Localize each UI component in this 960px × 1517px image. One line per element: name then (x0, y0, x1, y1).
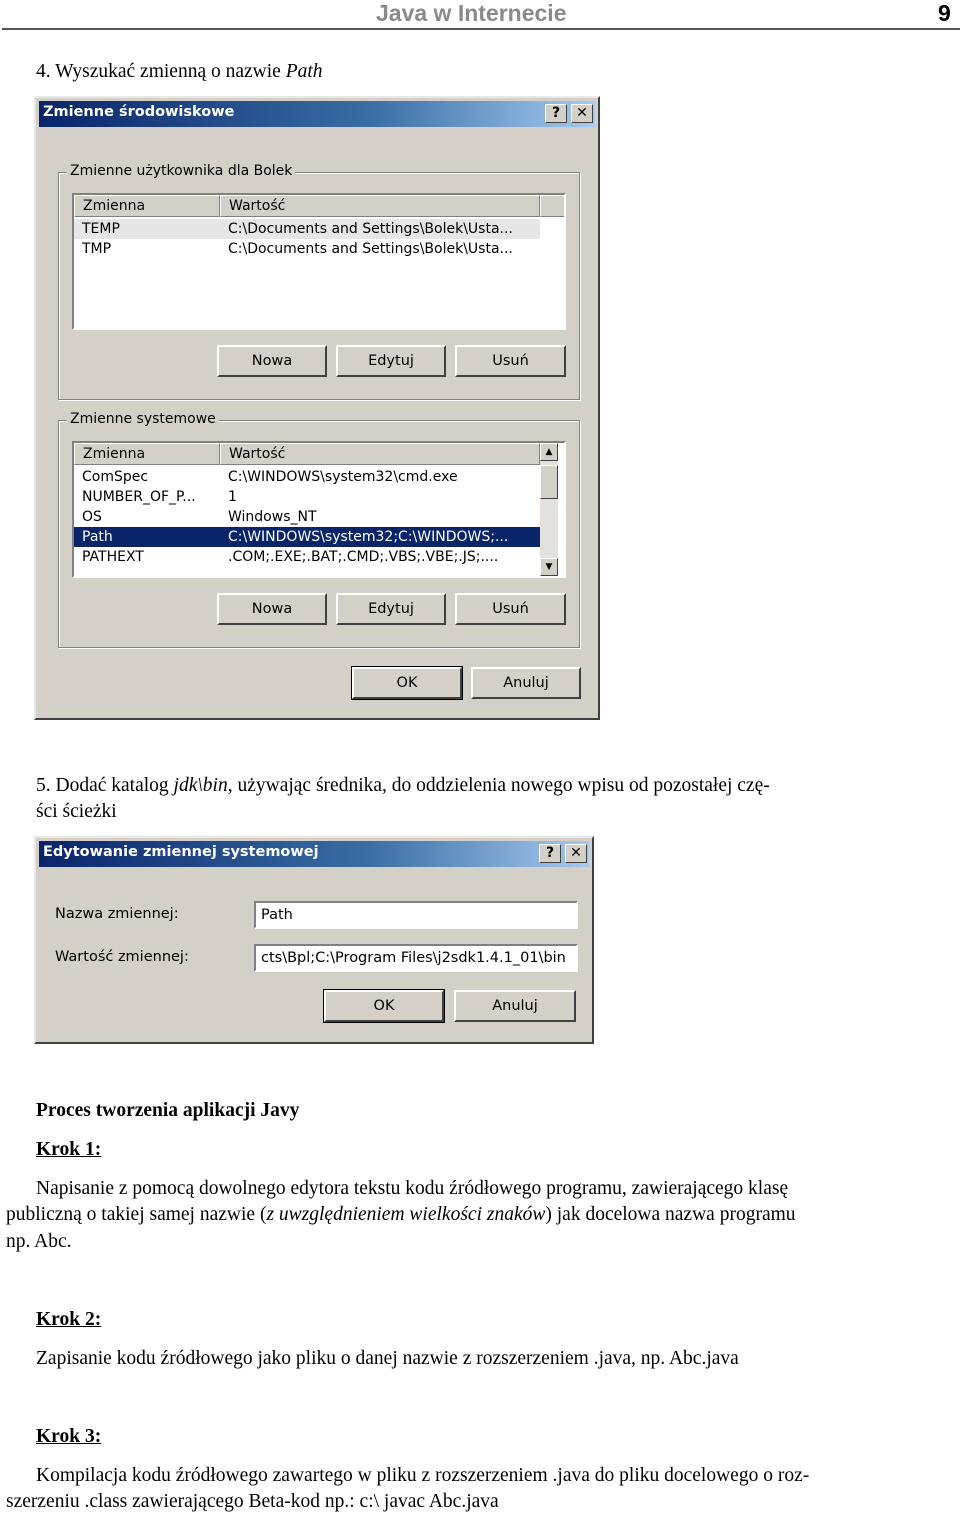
variable-value-label: Wartość zmiennej: (55, 949, 189, 965)
step2-label: Krok 2: (36, 1309, 102, 1330)
step1-label: Krok 1: (36, 1139, 102, 1160)
env-vars-dialog (34, 96, 600, 720)
step1-line2: publiczną o takiej samej nazwie (z uwzględnieniem wielkości znaków) jak docelowa nazwa programu (6, 1204, 796, 1225)
system-vars-group-label: Zmienne systemowe (67, 411, 219, 427)
scroll-up-icon[interactable]: ▲ (540, 443, 558, 461)
dialog-titlebar (39, 841, 589, 867)
running-header-title: Java w Internecie (376, 0, 567, 26)
help-icon[interactable]: ? (545, 104, 567, 123)
user-vars-list[interactable] (72, 193, 566, 330)
list-item-selected[interactable]: Path C:\WINDOWS\system32;C:\WINDOWS;... (74, 527, 540, 547)
list-item[interactable]: OS Windows_NT (82, 509, 317, 525)
step1-line1: Napisanie z pomocą dowolnego edytora tekstu kodu źródłowego programu, zawierającego klasę (36, 1178, 789, 1199)
scroll-thumb[interactable] (540, 465, 558, 499)
cancel-button[interactable]: Anuluj (471, 667, 581, 699)
column-header-value[interactable]: Wartość (220, 195, 540, 217)
system-new-button[interactable]: Nowa (217, 593, 327, 625)
scroll-down-icon[interactable]: ▼ (540, 558, 558, 576)
step4-text: 4. Wyszukać zmienną o nazwie Path (36, 61, 323, 82)
cancel-button[interactable]: Anuluj (454, 990, 576, 1022)
list-item[interactable]: TMP C:\Documents and Settings\Bolek\Usta... (82, 241, 513, 257)
close-icon[interactable]: ✕ (571, 104, 593, 123)
system-delete-button[interactable]: Usuń (455, 593, 566, 625)
column-header-variable[interactable]: Zmienna (74, 195, 220, 217)
step3-line1: Kompilacja kodu źródłowego zawartego w pliku z rozszerzeniem .java do pliku docelowego o roz- (36, 1465, 810, 1486)
step3-line2: szerzeniu .class zawierającego Beta-kod np.: c:\ javac Abc.java (6, 1491, 499, 1512)
step5-text-line2: ści ścieżki (36, 801, 117, 822)
list-item[interactable]: NUMBER_OF_P... 1 (82, 489, 237, 505)
step3-label: Krok 3: (36, 1426, 102, 1447)
edit-variable-dialog (34, 836, 594, 1044)
vertical-scrollbar[interactable] (540, 443, 558, 576)
close-icon[interactable]: ✕ (565, 844, 587, 863)
variable-name-field[interactable]: Path (254, 901, 578, 929)
step5-text: 5. Dodać katalog jdk\bin, używając średnika, do oddzielenia nowego wpisu od pozostałej czę- (36, 775, 770, 796)
dialog-titlebar (39, 101, 595, 127)
system-edit-button[interactable]: Edytuj (336, 593, 446, 625)
process-heading: Proces tworzenia aplikacji Javy (36, 1100, 300, 1121)
system-vars-group (58, 411, 580, 648)
column-header-filler (540, 195, 566, 217)
dialog-title: Edytowanie zmiennej systemowej (43, 844, 319, 860)
header-rule (2, 28, 960, 30)
column-header-value[interactable]: Wartość (220, 443, 540, 465)
step2-text: Zapisanie kodu źródłowego jako pliku o danej nazwie z rozszerzeniem .java, np. Abc.java (36, 1348, 739, 1369)
list-item[interactable]: PATHEXT .COM;.EXE;.BAT;.CMD;.VBS;.VBE;.JS;.... (82, 549, 499, 565)
variable-name-label: Nazwa zmiennej: (55, 906, 179, 922)
ok-button[interactable]: OK (352, 667, 462, 699)
help-icon[interactable]: ? (539, 844, 561, 863)
page-number: 9 (938, 0, 951, 26)
user-new-button[interactable]: Nowa (217, 345, 327, 377)
column-header-variable[interactable]: Zmienna (74, 443, 220, 465)
dialog-title: Zmienne środowiskowe (43, 104, 235, 120)
user-vars-group-label: Zmienne użytkownika dla Bolek (67, 163, 295, 179)
user-vars-group (58, 163, 580, 400)
list-item[interactable]: TEMP C:\Documents and Settings\Bolek\Usta... (74, 219, 540, 239)
list-item[interactable]: ComSpec C:\WINDOWS\system32\cmd.exe (82, 469, 458, 485)
variable-value-field[interactable]: cts\Bpl;C:\Program Files\j2sdk1.4.1_01\bin (254, 944, 578, 972)
user-edit-button[interactable]: Edytuj (336, 345, 446, 377)
user-delete-button[interactable]: Usuń (455, 345, 566, 377)
ok-button[interactable]: OK (324, 990, 444, 1022)
system-vars-list[interactable] (72, 441, 566, 578)
step1-line3: np. Abc. (6, 1231, 72, 1252)
